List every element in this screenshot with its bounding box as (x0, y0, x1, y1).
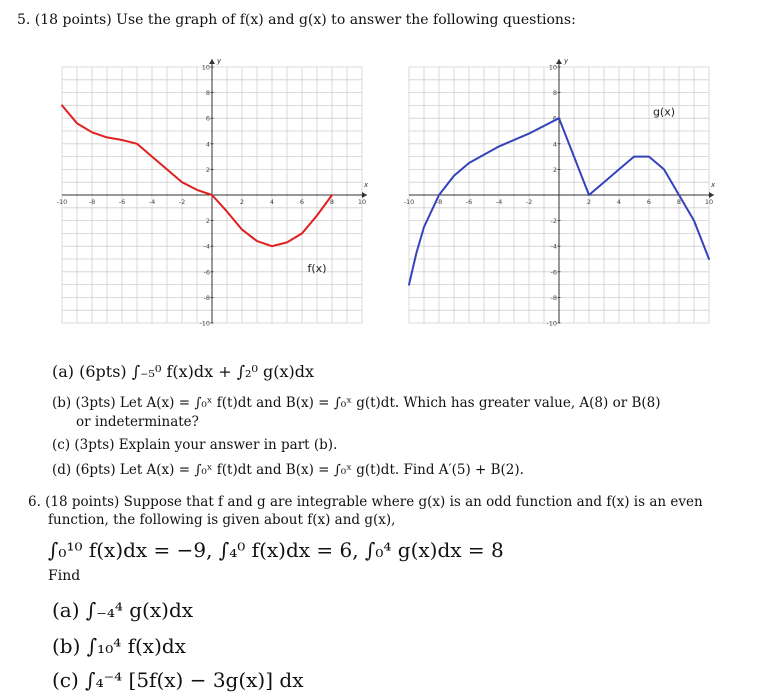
graph-f (58, 55, 370, 333)
x-tick-label: 6 (299, 198, 305, 206)
y-tick-label: 2 (205, 165, 210, 174)
x-tick-label: 10 (357, 198, 367, 206)
y-tick-label: 2 (205, 217, 210, 226)
series-annotation: g(x) (652, 105, 676, 119)
y-axis-label: y (217, 57, 222, 65)
x-tick-label: -4 (495, 198, 503, 206)
q5-part-d: (d) (6pts) Let A(x) = ∫₀ˣ f(t)dt and B(x) = ∫₀ˣ g(t)dt. Find A′(5) + B(2). (52, 462, 524, 478)
y-tick-label: -10 (546, 319, 557, 328)
x-tick-label: -8 (435, 198, 443, 206)
y-tick-label: -8 (203, 293, 210, 302)
y-tick-label: -8 (550, 293, 557, 302)
x-tick-label: -10 (403, 198, 415, 206)
x-tick-label: -8 (88, 198, 96, 206)
x-tick-label: 4 (269, 198, 275, 206)
x-tick-label: -4 (148, 198, 156, 206)
q5-part-c: (c) (3pts) Explain your answer in part (b). (52, 437, 338, 453)
x-axis-label: x (364, 181, 369, 189)
x-axis-label: x (711, 181, 716, 189)
x-tick-label: 10 (704, 198, 714, 206)
q6-header-line2: function, the following is given about f(x) and g(x), (48, 512, 396, 528)
q6-part-a: (a) ∫₋₄⁴ g(x)dx (52, 598, 194, 622)
q6-header-line1: 6. (18 points) Suppose that f and g are integrable where g(x) is an odd function and f(x) is an even (28, 494, 703, 510)
q6-given-integrals: ∫₀¹⁰ f(x)dx = −9, ∫₄⁰ f(x)dx = 6, ∫₀⁴ g(x)dx = 8 (48, 538, 504, 562)
x-tick-label: 6 (646, 198, 652, 206)
y-tick-label: -4 (550, 242, 557, 251)
y-tick-label: 10 (548, 63, 557, 72)
y-tick-label: 2 (552, 165, 557, 174)
y-tick-label: 4 (205, 140, 210, 149)
y-tick-label: 6 (552, 114, 557, 123)
y-tick-label: 8 (552, 89, 557, 98)
y-axis-label: y (564, 57, 569, 65)
x-tick-label: -2 (525, 198, 533, 206)
q5-part-a: (a) (6pts) ∫₋₅⁰ f(x)dx + ∫₂⁰ g(x)dx (52, 362, 314, 381)
y-tick-label: 4 (552, 140, 557, 149)
y-tick-label: 10 (201, 63, 210, 72)
x-tick-label: 2 (586, 198, 592, 206)
q6-part-c: (c) ∫₄⁻⁴ [5f(x) − 3g(x)] dx (52, 668, 304, 692)
x-tick-label: -6 (465, 198, 473, 206)
q6-part-b: (b) ∫₁₀⁴ f(x)dx (52, 634, 186, 658)
x-tick-label: 8 (329, 198, 335, 206)
x-tick-label: 4 (616, 198, 622, 206)
x-tick-label: 8 (676, 198, 682, 206)
y-tick-label: -6 (203, 268, 210, 277)
q6-find-label: Find (48, 568, 81, 584)
x-tick-label: -6 (118, 198, 126, 206)
series-annotation: f(x) (307, 261, 327, 275)
y-tick-label: -6 (550, 268, 557, 277)
q5-header: 5. (18 points) Use the graph of f(x) and g(x) to answer the following questions: (17, 12, 576, 28)
q5-part-b-line1: (b) (3pts) Let A(x) = ∫₀ˣ f(t)dt and B(x) = ∫₀ˣ g(t)dt. Which has greater value, A(8) or B(8) (52, 395, 661, 411)
x-tick-label: -10 (56, 198, 68, 206)
x-tick-label: 2 (239, 198, 245, 206)
y-tick-label: -4 (203, 242, 210, 251)
y-tick-label: 6 (205, 114, 210, 123)
y-tick-label: 8 (205, 89, 210, 98)
y-tick-label: -10 (199, 319, 210, 328)
graph-g (405, 55, 717, 333)
y-tick-label: -2 (550, 217, 557, 226)
q5-part-b-line2: or indeterminate? (76, 414, 199, 430)
x-tick-label: -2 (178, 198, 186, 206)
